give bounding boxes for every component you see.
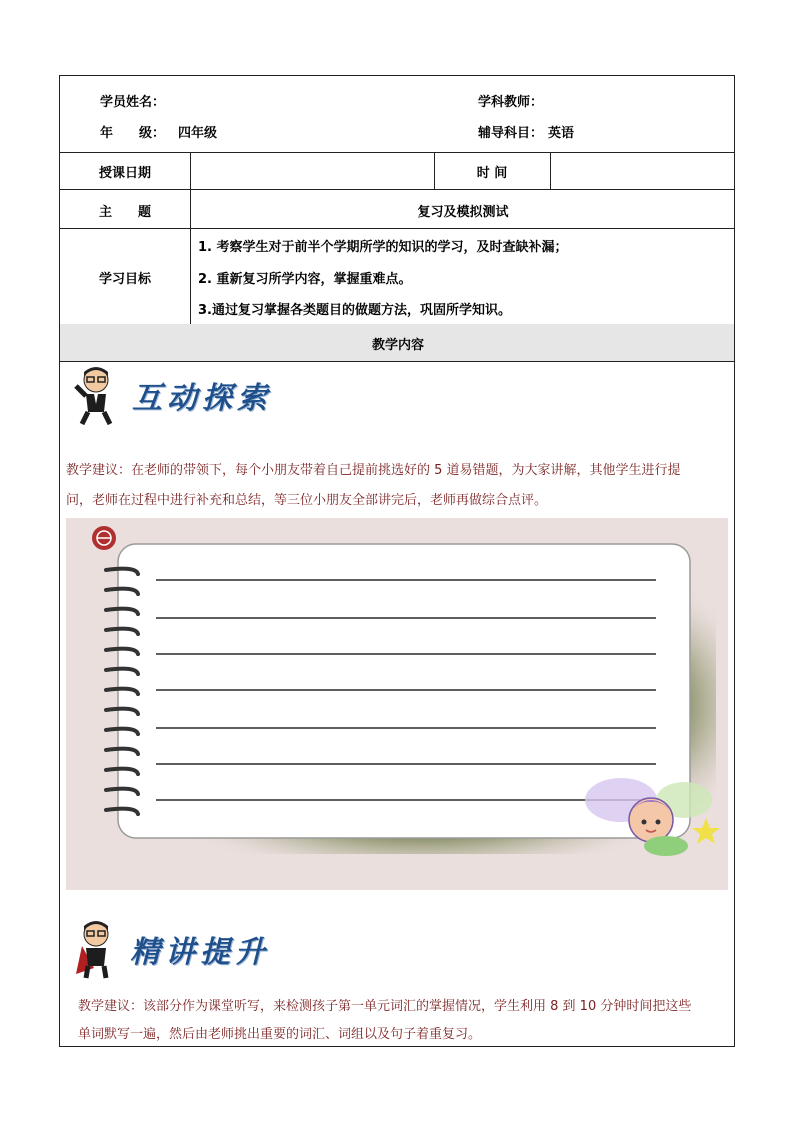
grade-label: 年 级： bbox=[100, 126, 166, 141]
notebook-illustration bbox=[66, 518, 728, 890]
table-rule bbox=[60, 152, 734, 153]
section2-title: 精讲提升 bbox=[130, 935, 270, 970]
lesson-plan-sheet bbox=[59, 75, 735, 1047]
section1-title: 互动探索 bbox=[132, 381, 272, 416]
goal-item: 1. 考察学生对于前半个学期所学的知识的学习，及时查缺补漏； bbox=[198, 240, 568, 255]
table-rule bbox=[60, 361, 734, 362]
goal-label: 学习目标 bbox=[98, 272, 151, 287]
goal-item: 2. 重新复习所学内容，掌握重难点。 bbox=[198, 272, 412, 287]
table-rule bbox=[60, 189, 734, 190]
subject-label: 辅导科目： bbox=[478, 126, 544, 141]
section2-advice-line: 教学建议：该部分作为课堂听写，来检测孩子第一单元词汇的掌握情况，学生利用 8 到 10 分钟时间把这些 bbox=[78, 999, 692, 1014]
logo-icon bbox=[92, 526, 116, 550]
section1-heading bbox=[70, 364, 272, 426]
table-rule bbox=[190, 152, 191, 324]
table-rule bbox=[60, 228, 734, 229]
teacher-avatar-icon bbox=[70, 364, 126, 426]
topic-label: 主 题 bbox=[98, 205, 151, 220]
section2-heading bbox=[72, 918, 270, 980]
notebook-drawing bbox=[66, 518, 728, 890]
section2-advice-line: 单词默写一遍，然后由老师挑出重要的词汇、词组以及句子着重复习。 bbox=[78, 1027, 482, 1042]
date-label: 授课日期 bbox=[98, 166, 151, 181]
teacher-cape-avatar-icon bbox=[72, 918, 122, 980]
teacher-label: 学科教师： bbox=[478, 95, 544, 110]
section1-advice-line: 教学建议：在老师的带领下，每个小朋友带着自己提前挑选好的 5 道易错题，为大家讲解，其他学生进行提 bbox=[66, 463, 681, 478]
content-header: 教学内容 bbox=[371, 338, 424, 353]
time-label: 时 间 bbox=[476, 166, 508, 181]
table-rule bbox=[550, 152, 551, 189]
grade-value: 四年级 bbox=[178, 126, 218, 141]
section1-advice-line: 问，老师在过程中进行补充和总结，等三位小朋友全部讲完后，老师再做综合点评。 bbox=[66, 493, 548, 508]
subject-value: 英语 bbox=[548, 126, 575, 141]
topic-value: 复习及模拟测试 bbox=[417, 205, 509, 220]
goal-item: 3.通过复习掌握各类题目的做题方法，巩固所学知识。 bbox=[198, 303, 511, 318]
student-name-label: 学员姓名： bbox=[100, 95, 166, 110]
